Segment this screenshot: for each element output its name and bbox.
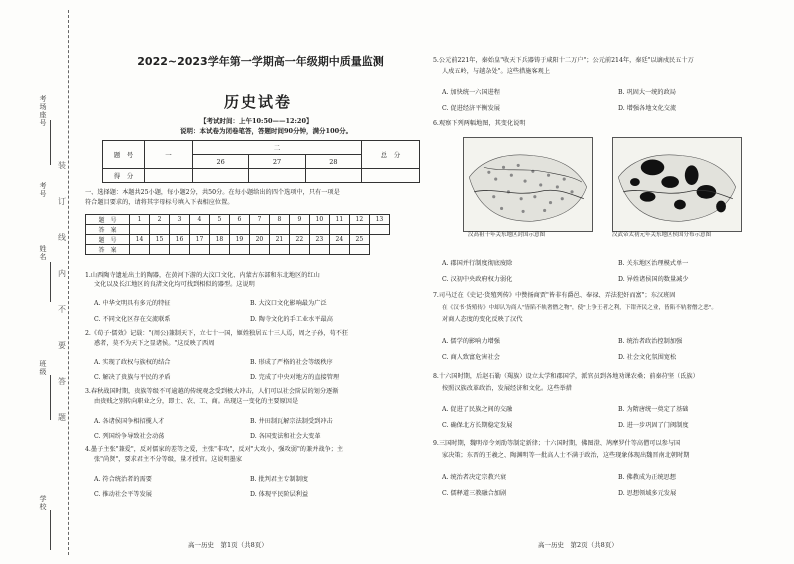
option-b: B. 井田制瓦解宗法制受到冲击 <box>250 418 333 425</box>
answer-q-number: 3 <box>169 215 189 225</box>
section1-intro: 一、选择题：本题共25小题，每小题2分，共50分。在每小题给出的四个选项中，只有一项是 <box>85 189 340 196</box>
score-cell[interactable] <box>362 169 420 183</box>
answer-a-label: 答 案 <box>86 245 130 255</box>
map-marker <box>502 166 505 169</box>
answer-empty-cell <box>369 245 389 255</box>
answer-q-number: 7 <box>249 215 269 225</box>
option-c: C. 推动社会平等发展 <box>94 491 152 498</box>
exam-title: 2022~2023学年第一学期高一年级期中质量监测 <box>137 55 384 68</box>
answer-cell[interactable] <box>229 225 249 235</box>
map-right-caption: 汉武帝太初元年关东地区侯国分布示意图 <box>612 232 712 238</box>
option-a: A. 加快统一六国进程 <box>442 89 500 96</box>
question-stem: 6.观察下列两幅地图，其变化说明 <box>433 120 526 127</box>
answer-q-number: 23 <box>309 235 329 245</box>
seal-char: 要 <box>58 341 66 350</box>
answer-q-number: 17 <box>189 235 209 245</box>
question-stem: 家决策；东晋的王羲之、陶渊明等一批高人士不满于政治，这些现象体现出魏晋南北朝时期 <box>442 452 690 459</box>
option-c: C. 确保北方长期稳定发展 <box>442 422 513 429</box>
answer-q-number: 9 <box>289 215 309 225</box>
option-c: C. 不同文化区存在交流联系 <box>94 316 171 323</box>
answer-q-number: 24 <box>329 235 349 245</box>
answer-q-number: 25 <box>349 235 369 245</box>
answer-cell[interactable] <box>269 245 289 255</box>
map-left-svg <box>464 138 592 231</box>
left-page <box>80 0 425 564</box>
score-subheader: 27 <box>249 155 305 169</box>
map-marker <box>561 197 564 200</box>
score-subheader: 26 <box>193 155 249 169</box>
score-header: 总 分 <box>362 141 420 169</box>
map-marker <box>522 210 525 213</box>
answer-q-number: 13 <box>369 215 389 225</box>
answer-cell[interactable] <box>289 225 309 235</box>
seal-char: 订 <box>58 197 66 206</box>
option-b: B. 批判君主专制制度 <box>250 476 308 483</box>
answer-cell[interactable] <box>130 225 150 235</box>
score-header: 一 <box>145 141 193 169</box>
name-line <box>50 262 51 302</box>
map-marker <box>556 185 559 188</box>
map-left-caption: 汉高祖十年关东地区封国示意图 <box>468 232 546 238</box>
score-table <box>102 140 420 183</box>
binding-dashed-line <box>68 10 69 555</box>
option-d: D. 异姓诸侯国的数量减少 <box>618 276 689 283</box>
option-a: A. 郡国并行制度彻底废除 <box>442 260 513 267</box>
option-b: B. 统治者政治控制加强 <box>618 338 683 345</box>
question-stem: 文化以及长江地区的良渚文化均可找到相似的器型。这说明 <box>94 281 255 288</box>
map-marker <box>510 174 513 177</box>
answer-cell[interactable] <box>349 225 369 235</box>
option-c: C. 汉初中央政府权力弱化 <box>442 276 513 283</box>
option-d: D. 陶寺文化的手工业水平最高 <box>250 316 333 323</box>
option-b: B. 大汶口文化影响最为广泛 <box>250 300 327 307</box>
exam-time: 【考试时间：上午10:50——12:20】 <box>200 117 313 125</box>
seal-char: 内 <box>58 269 66 278</box>
answer-q-number: 8 <box>269 215 289 225</box>
answer-cell[interactable] <box>209 225 229 235</box>
label-seat-no: 考场座号 <box>39 95 47 127</box>
answer-cell[interactable] <box>169 225 189 235</box>
label-school: 学校 <box>39 495 47 511</box>
answer-cell[interactable] <box>209 245 229 255</box>
option-b: B. 佛教成为正统思想 <box>618 474 676 481</box>
map-marker <box>523 180 526 183</box>
option-d: D. 社会文化氛围宽松 <box>618 354 677 361</box>
answer-cell[interactable] <box>229 245 249 255</box>
seal-char: 线 <box>58 233 66 242</box>
answer-q-number: 20 <box>249 235 269 245</box>
map-marker <box>547 174 550 177</box>
seal-char: 答 <box>58 377 66 386</box>
question-stem: 7.司马迁在《史记·货殖列传》中赞扬商贾"皆非有爵邑、奉禄、弄法犯奸而富"；东汉班固 <box>433 292 676 299</box>
answer-q-number: 10 <box>309 215 329 225</box>
option-c: C. 促进经济平衡发展 <box>442 105 500 112</box>
score-cell[interactable] <box>145 169 193 183</box>
answer-cell[interactable] <box>249 225 269 235</box>
page-footer: 高一历史 第1页（共8页） <box>188 541 268 549</box>
option-c: C. 儒释道三教融合加剧 <box>442 490 507 497</box>
question-stem: 9.三国时期，魏明帝令刘劭等制定新律；十六国时期，佛图澄、鸠摩罗什等高僧可以参与国 <box>433 440 681 447</box>
answer-cell[interactable] <box>369 225 389 235</box>
option-d: D. 增强各地文化交流 <box>618 105 677 112</box>
option-a: A. 符合统治者的需要 <box>94 476 152 483</box>
answer-cell[interactable] <box>189 225 209 235</box>
seal-char: 题 <box>58 413 66 422</box>
option-c: C. 列国纷争导致社会动荡 <box>94 433 165 440</box>
subject-title: 历史试卷 <box>223 93 292 111</box>
score-header: 题 号 <box>103 141 145 169</box>
answer-cell[interactable] <box>149 245 169 255</box>
question-stem: 在《汉书·货殖传》中却认为商人"皆陷不轨奢僭之物"，使"上争王者之利，下钳齐民之业，皆陷不轨奢僭之恶"。 <box>442 305 717 311</box>
answer-empty-cell <box>369 235 389 245</box>
label-name: 姓名 <box>39 245 47 261</box>
answer-cell[interactable] <box>189 245 209 255</box>
option-d: D. 完成了中央对地方的直接管理 <box>250 374 340 381</box>
map-marker <box>533 195 536 198</box>
score-row-label: 得 分 <box>103 169 145 183</box>
answer-table <box>85 214 390 255</box>
answer-cell[interactable] <box>309 245 329 255</box>
answer-q-number: 18 <box>209 235 229 245</box>
map-marker <box>487 171 490 174</box>
map-marker <box>563 178 566 181</box>
seat-no-line <box>50 120 51 165</box>
answer-cell[interactable] <box>249 245 269 255</box>
question-stem: 3.春秋战国时期，贵族等级不可逾越的传统观念受到极大冲击，人们可以社会阶层的划分逐渐 <box>85 388 339 395</box>
map-left <box>463 137 593 232</box>
option-a: A. 统治者决定宗教兴衰 <box>442 474 507 481</box>
answer-q-number: 2 <box>149 215 169 225</box>
answer-q-number: 1 <box>130 215 150 225</box>
option-a: A. 中华文明具有多元的特征 <box>94 300 171 307</box>
answer-q-number: 4 <box>189 215 209 225</box>
answer-cell[interactable] <box>329 225 349 235</box>
score-cell[interactable] <box>193 169 249 183</box>
question-stem: 8.十六国时期，后赵石勒（羯族）设立太学和郡国学，派官员到各地劝课农桑；前秦苻坚（氐族） <box>433 373 699 380</box>
option-c: C. 解决了贵族与平民的矛盾 <box>94 374 171 381</box>
class-line <box>50 375 51 420</box>
map-marker <box>492 195 495 198</box>
map-marker <box>570 190 573 193</box>
label-exam-no: 考号 <box>39 182 47 198</box>
answer-q-number: 21 <box>269 235 289 245</box>
map-marker <box>539 183 542 186</box>
score-header: 二 <box>193 141 362 155</box>
map-right <box>612 137 742 232</box>
answer-cell[interactable] <box>169 245 189 255</box>
question-stem: 惑者，莫不为天下之显诸侯。"这反映了西周 <box>94 340 215 347</box>
option-b: B. 形成了严格的社会等级秩序 <box>250 359 333 366</box>
map-marker <box>549 201 552 204</box>
score-cell[interactable] <box>249 169 305 183</box>
map-marker <box>500 207 503 210</box>
question-stem: 张"尚贤"，要求君主不分等级，量才授官。这说明墨家 <box>94 456 243 463</box>
map-marker <box>517 164 520 167</box>
option-d: D. 各国变法和社会大变革 <box>250 433 321 440</box>
question-stem: 1.山西陶寺遗址出土的陶器，在黄河下游的大汶口文化、内蒙古东部和东北地区的红山 <box>85 272 320 279</box>
option-a: A. 促进了民族之间的交融 <box>442 406 513 413</box>
answer-q-number: 14 <box>130 235 150 245</box>
answer-q-number: 5 <box>209 215 229 225</box>
question-stem: 人戍五岭，与越杂处"。这些措施客观上 <box>442 68 551 75</box>
question-stem: 对商人态度的变化反映了汉代 <box>442 316 523 323</box>
option-b: B. 巩固大一统的政局 <box>618 89 676 96</box>
answer-q-number: 15 <box>149 235 169 245</box>
answer-cell[interactable] <box>289 245 309 255</box>
answer-cell[interactable] <box>309 225 329 235</box>
option-b: B. 关东地区治理模式单一 <box>618 260 689 267</box>
option-c: C. 商人致富危害社会 <box>442 354 500 361</box>
map-right-svg <box>613 138 741 231</box>
answer-a-label: 答 案 <box>86 225 130 235</box>
score-cell[interactable] <box>305 169 361 183</box>
binding-margin <box>0 0 74 564</box>
question-stem: 5.公元前221年，秦始皇"收天下兵器铸于咸阳十二万户"；公元前214年，秦廷"以谪戍民五十万 <box>433 57 694 64</box>
score-subheader: 28 <box>305 155 361 169</box>
question-stem: 按照汉族改革政治，发展经济和文化。这些举措 <box>442 385 572 392</box>
answer-cell[interactable] <box>329 245 349 255</box>
seal-char: 装 <box>58 161 66 170</box>
answer-q-number: 22 <box>289 235 309 245</box>
answer-cell[interactable] <box>130 245 150 255</box>
right-page <box>428 0 794 564</box>
answer-cell[interactable] <box>149 225 169 235</box>
map-marker <box>543 209 546 212</box>
answer-cell[interactable] <box>269 225 289 235</box>
answer-q-number: 6 <box>229 215 249 225</box>
option-a: A. 儒学的影响力增强 <box>442 338 500 345</box>
answer-q-label: 题 号 <box>86 235 130 245</box>
option-b: B. 为隋唐统一奠定了基础 <box>618 406 689 413</box>
answer-q-number: 12 <box>349 215 369 225</box>
option-d: D. 体现平民阶层利益 <box>250 491 309 498</box>
question-stem: 由贵贱之别转向职业之分，即士、农、工、商。出现这一变化的主要原因是 <box>94 398 299 405</box>
answer-q-number: 16 <box>169 235 189 245</box>
map-marker <box>494 178 497 181</box>
seal-char: 不 <box>58 305 66 314</box>
map-marker <box>520 197 523 200</box>
school-line <box>50 510 51 550</box>
question-stem: 4.墨子主张"兼爱"，反对儒家的差等之爱，主张"非攻"，反对"大攻小，强攻弱"的兼并战争；主 <box>85 446 344 453</box>
option-a: A. 各诸侯国争相招揽人才 <box>94 418 165 425</box>
answer-cell[interactable] <box>349 245 369 255</box>
question-stem: 2.《荀子·儒效》记载："(周公)兼制天下，立七十一国，姬姓独居五十三人焉，周之子孙，苟不狂 <box>85 330 349 337</box>
option-d: D. 思想领域多元发展 <box>618 490 677 497</box>
label-class: 班级 <box>39 360 47 376</box>
answer-q-number: 11 <box>329 215 349 225</box>
option-a: A. 实现了政权与族权的结合 <box>94 359 171 366</box>
answer-q-label: 题 号 <box>86 215 130 225</box>
page-footer: 高一历史 第2页（共8页） <box>538 541 618 549</box>
exam-note: 说明：本试卷为闭卷笔答，答题时间90分钟，满分100分。 <box>180 127 353 135</box>
answer-q-number: 19 <box>229 235 249 245</box>
option-d: D. 进一步巩固了门阀制度 <box>618 422 689 429</box>
section1-intro: 符合题目要求的，请将其字母标号填入下表相应位置。 <box>85 199 234 206</box>
